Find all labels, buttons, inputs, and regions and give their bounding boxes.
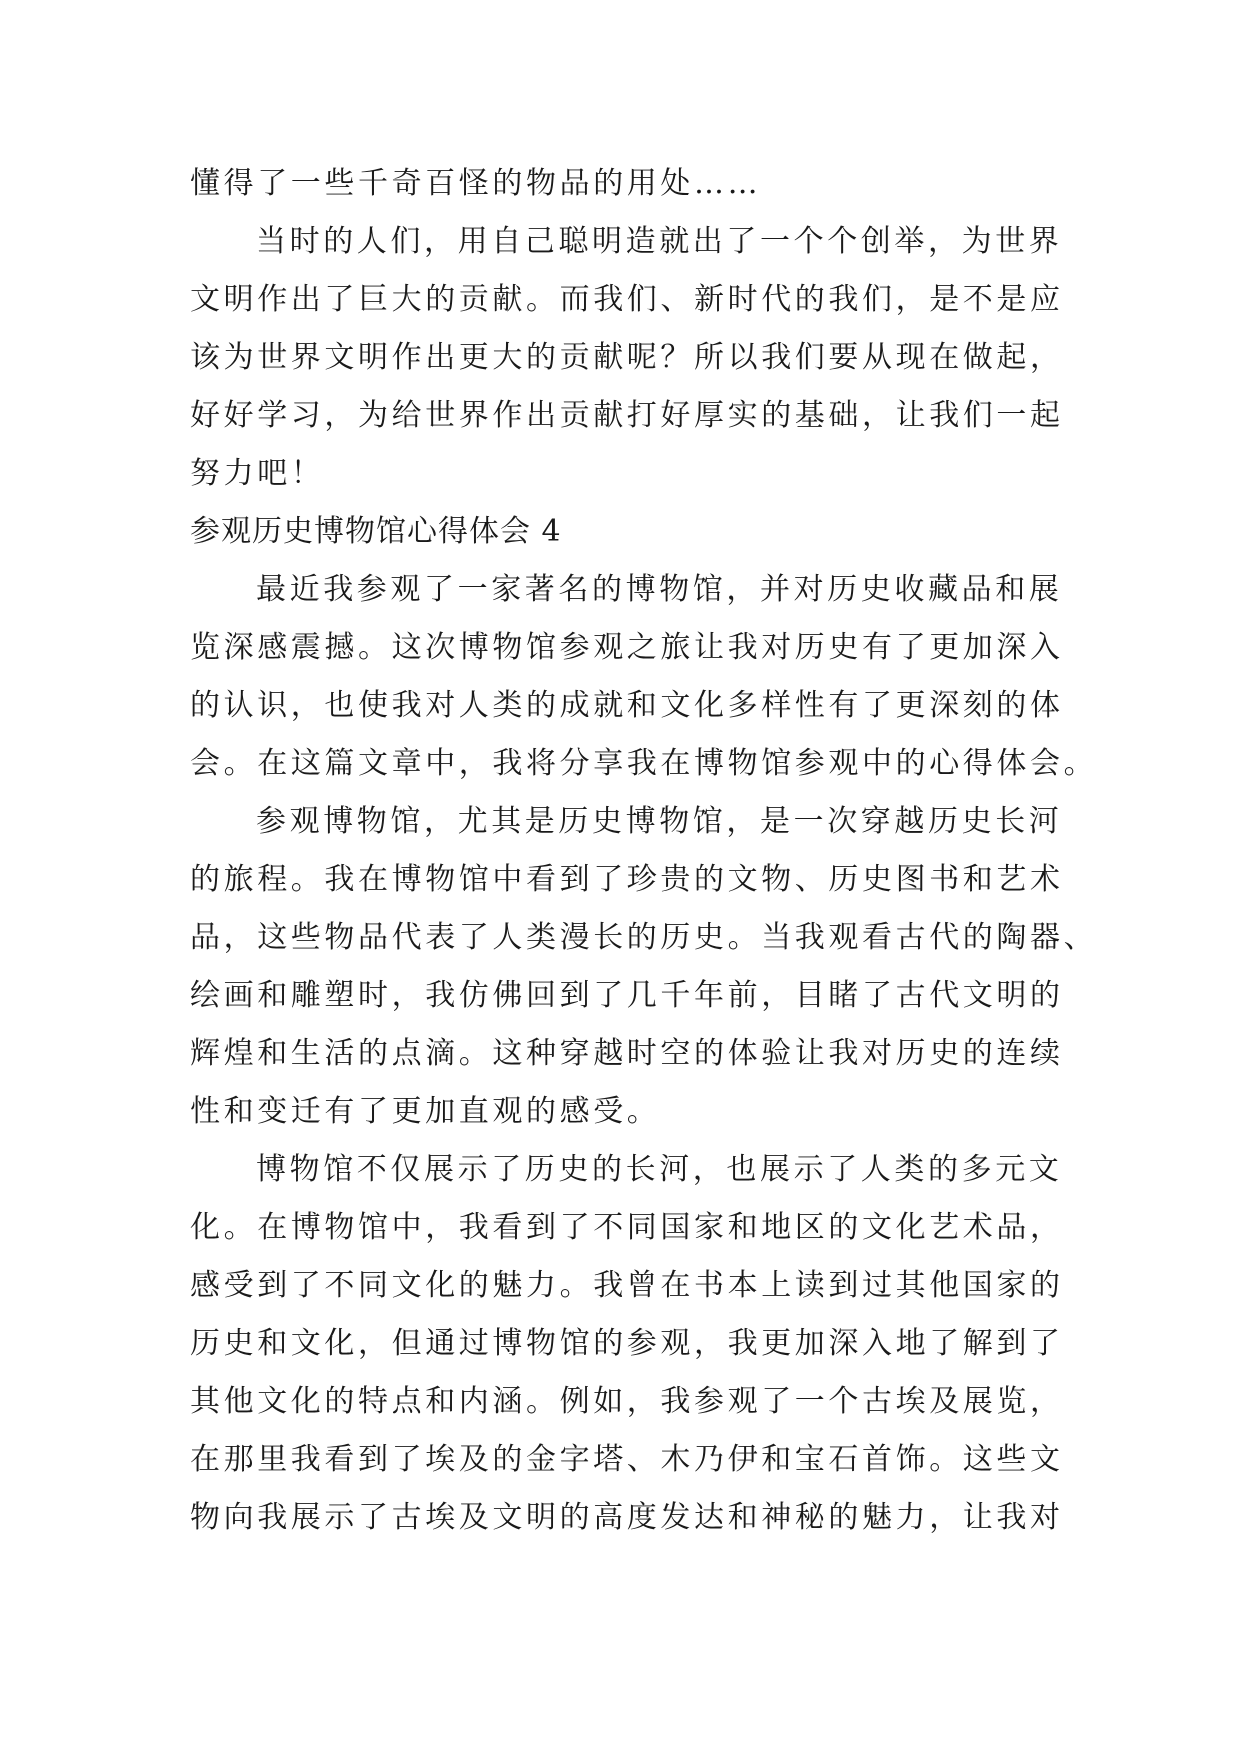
paragraph-line: 其他文化的特点和内涵。例如，我参观了一个古埃及展览，: [190, 1384, 1064, 1419]
paragraph-line: 会。在这篇文章中，我将分享我在博物馆参观中的心得体会。: [190, 746, 1098, 781]
paragraph-line: 好好学习，为给世界作出贡献打好厚实的基础，让我们一起: [190, 398, 1064, 433]
paragraph-line: 辉煌和生活的点滴。这种穿越时空的体验让我对历史的连续: [190, 1036, 1064, 1071]
paragraph-line: 品，这些物品代表了人类漫长的历史。当我观看古代的陶器、: [190, 920, 1098, 955]
paragraph-line: 感受到了不同文化的魅力。我曾在书本上读到过其他国家的: [190, 1268, 1064, 1303]
paragraph-line: 当时的人们，用自己聪明造就出了一个个创举，为世界: [256, 224, 1063, 259]
paragraph-line: 览深感震撼。这次博物馆参观之旅让我对历史有了更加深入: [190, 630, 1064, 665]
paragraph-line: 懂得了一些千奇百怪的物品的用处……: [190, 166, 762, 201]
section-heading: 参观历史博物馆心得体会 4: [190, 514, 562, 549]
paragraph-line: 绘画和雕塑时，我仿佛回到了几千年前，目睹了古代文明的: [190, 978, 1064, 1013]
paragraph-line: 性和变迁有了更加直观的感受。: [190, 1094, 661, 1129]
paragraph-line: 历史和文化，但通过博物馆的参观，我更加深入地了解到了: [190, 1326, 1064, 1361]
paragraph-line: 文明作出了巨大的贡献。而我们、新时代的我们，是不是应: [190, 282, 1064, 317]
paragraph-line: 该为世界文明作出更大的贡献呢？所以我们要从现在做起，: [190, 340, 1064, 375]
paragraph-line: 物向我展示了古埃及文明的高度发达和神秘的魅力，让我对: [190, 1500, 1064, 1535]
paragraph-line: 在那里我看到了埃及的金字塔、木乃伊和宝石首饰。这些文: [190, 1442, 1064, 1477]
paragraph-line: 最近我参观了一家著名的博物馆，并对历史收藏品和展: [256, 572, 1063, 607]
paragraph-line: 化。在博物馆中，我看到了不同国家和地区的文化艺术品，: [190, 1210, 1064, 1245]
paragraph-line: 的旅程。我在博物馆中看到了珍贵的文物、历史图书和艺术: [190, 862, 1064, 897]
paragraph-line: 努力吧！: [190, 456, 325, 491]
paragraph-line: 博物馆不仅展示了历史的长河，也展示了人类的多元文: [256, 1152, 1063, 1187]
paragraph-line: 的认识，也使我对人类的成就和文化多样性有了更深刻的体: [190, 688, 1064, 723]
paragraph-line: 参观博物馆，尤其是历史博物馆，是一次穿越历史长河: [256, 804, 1063, 839]
